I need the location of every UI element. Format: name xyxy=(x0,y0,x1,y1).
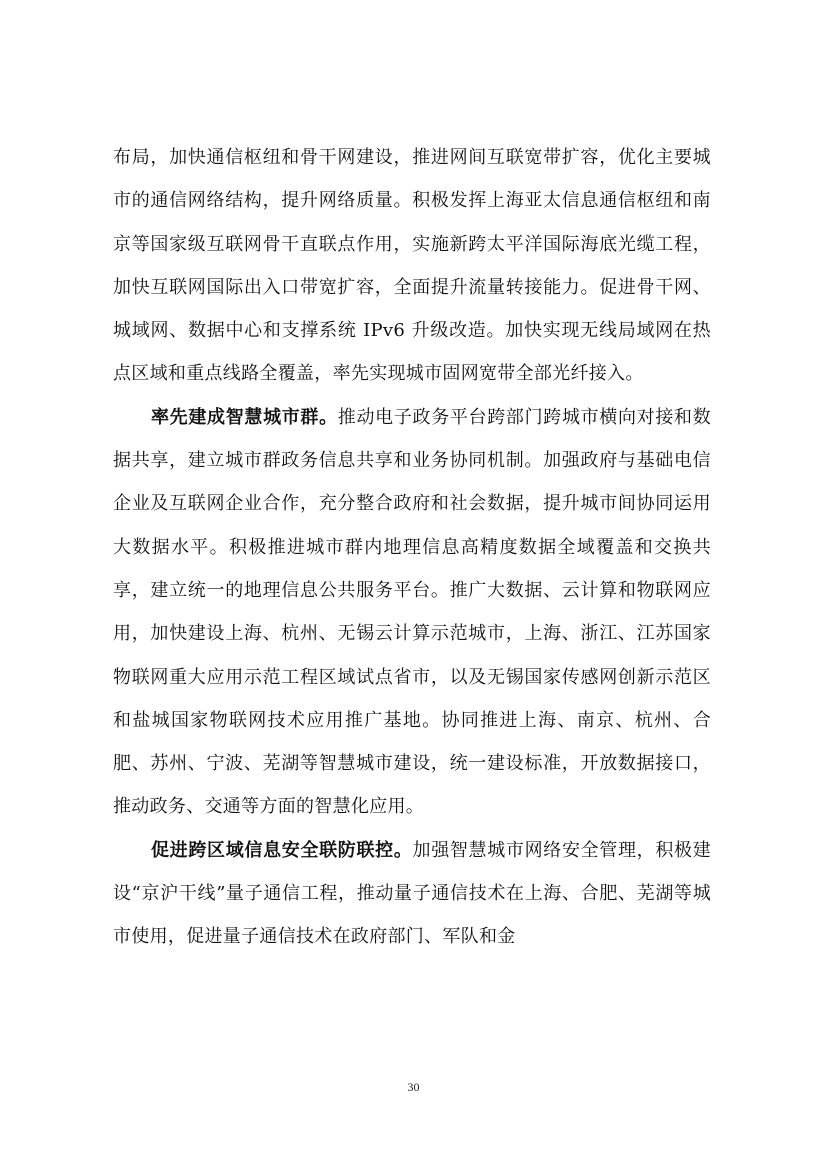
paragraph-2-text: 推动电子政务平台跨部门跨城市横向对接和数据共享，建立城市群政务信息共享和业务协同机制。加强政府与基础电信企业及互联网企业合作，充分整合政府和社会数据，提升城市间协同运用大数据水平。积极推进城市群内地理信息高精度数据全域覆盖和交换共享，建立统一的地理信息公共服务平台。推广大数据、云计算和物联网应用，加快建设上海、杭州、无锡云计算示范城市，上海、浙江、江苏国家物联网重大应用示范工程区域试点省市，以及无锡国家传感网创新示范区和盐城国家物联网技术应用推广基地。协同推进上海、南京、杭州、合肥、苏州、宁波、芜湖等智慧城市建设，统一建设标准，开放数据接口，推动政务、交通等方面的智慧化应用。 xyxy=(113,406,712,818)
paragraph-2-heading: 率先建成智慧城市群。 xyxy=(151,406,338,428)
paragraph-3 xyxy=(113,829,711,959)
paragraph-1 xyxy=(113,136,711,396)
body-text xyxy=(113,136,711,959)
page-number: 30 xyxy=(407,1080,420,1094)
paragraph-3-text: 加强智慧城市网络安全管理，积极建设“京沪干线”量子通信工程，推动量子通信技术在上海、合肥、芜湖等城市使用，促进量子通信技术在政府部门、军队和金 xyxy=(113,839,711,948)
paragraph-1-text: 布局，加快通信枢纽和骨干网建设，推进网间互联宽带扩容，优化主要城市的通信网络结构，提升网络质量。积极发挥上海亚太信息通信枢纽和南京等国家级互联网骨干直联点作用，实施新跨太平洋国际海底光缆工程，加快互联网国际出入口带宽扩容，全面提升流量转接能力。促进骨干网、城域网、数据中心和支撑系统 IPv6 升级改造。加快实现无线局域网在热点区域和重点线路全覆盖，率先实现城市固网宽带全部光纤接入。 xyxy=(113,147,711,385)
paragraph-2 xyxy=(113,396,711,829)
paragraph-3-heading: 促进跨区域信息安全联防联控。 xyxy=(151,839,413,861)
